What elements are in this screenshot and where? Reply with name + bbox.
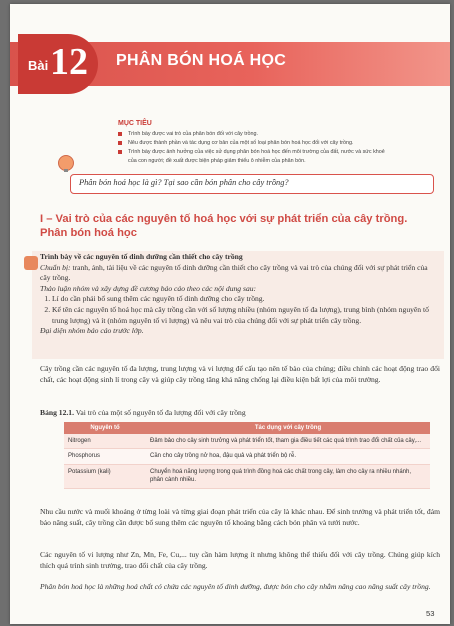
paragraph: Cây trồng cần các nguyên tố đa lượng, trung lượng và vi lượng để cấu tạo nên tế bào của chúng; điều chỉnh các hoạt động trao đổi chất, các hoạt động sinh lí trong cây và giúp cây trồng tăng khả năng chống lại điều kiện bất lợi của môi trường. xyxy=(40,364,440,384)
objective-item-continued: của con người; đề xuất được biện pháp giảm thiểu ô nhiễm của phân bón. xyxy=(128,158,306,164)
objectives-heading: MỤC TIÊU xyxy=(118,120,152,127)
activity-preparation: Chuẩn bị: tranh, ảnh, tài liệu về các nguyên tố dinh dưỡng cần thiết cho cây trồng và vai trò của chúng đối với sự phát triển của cây trồng. xyxy=(40,262,428,283)
activity-list xyxy=(40,294,436,326)
table-row xyxy=(64,464,430,488)
table-cell: Nitrogen xyxy=(64,434,146,449)
activity-tab-icon xyxy=(24,256,38,270)
lesson-title: PHÂN BÓN HOÁ HỌC xyxy=(116,52,287,69)
objective-item: Trình bày được ảnh hưởng của việc sử dụng phân bón hoá học đến môi trường của đất, nước và sức khoẻ xyxy=(118,148,418,157)
column-header: Nguyên tố xyxy=(64,422,146,434)
column-header: Tác dụng với cây trồng xyxy=(146,422,430,434)
activity-title: Trình bày về các nguyên tố dinh dưỡng cần thiết cho cây trồng xyxy=(40,252,243,261)
objective-item: Trình bày được vai trò của phân bón đối với cây trồng. xyxy=(118,130,418,139)
paragraph: Nhu cầu nước và muối khoáng ở từng loài và từng giai đoạn phát triển của cây là khác nhau. Để sinh trưởng và phát triển tốt, đảm bảo năng suất, cây trồng cần được bổ sung thêm các nguyên tố khoáng bằng cách bón phân và tưới nước. xyxy=(40,507,440,527)
lightbulb-icon xyxy=(58,155,74,171)
bullet-icon xyxy=(118,141,122,145)
question-box xyxy=(70,174,434,194)
table-cell: Phosphorus xyxy=(64,449,146,464)
table-cell: Cần cho cây trồng nở hoa, đậu quả và phát triển bộ rễ. xyxy=(146,449,430,464)
definition: Phân bón hoá học là những hoá chất có chứa các nguyên tố dinh dưỡng, được bón cho cây nhằm nâng cao năng suất cây trồng. xyxy=(40,582,431,591)
paragraph: Các nguyên tố vi lượng như Zn, Mn, Fe, Cu,... tuy cần hàm lượng ít nhưng không thể thiếu đối với cây trồng. Chúng giúp kích thích quá trình sinh trưởng, trao đổi chất của cây trồng. xyxy=(40,550,440,570)
bullet-icon xyxy=(118,132,122,136)
activity-item: 1. Lí do cần phải bổ sung thêm các nguyên tố dinh dưỡng cho cây trồng. xyxy=(52,294,436,305)
table-cell: Đảm bảo cho cây sinh trưởng và phát triển tốt, tham gia điều tiết các quá trình trao đổi chất của cây,... xyxy=(146,434,430,449)
activity-item: 2. Kể tên các nguyên tố hoá học mà cây trồng cần với số lượng nhiều (nhóm nguyên tố đa lượng), trung bình (nhóm nguyên tố trung lượng) và ít (nhóm nguyên tố vi lượng) và nêu vai trò của chúng đối với sự phát triển cây trồng. xyxy=(52,305,436,326)
opening-question: Phân bón hoá học là gì? Tại sao cần bón phân cho cây trồng? xyxy=(79,178,289,187)
activity-discussion: Thảo luận nhóm và xây dựng đề cương báo cáo theo các nội dung sau: xyxy=(40,283,257,293)
lesson-number: 12 xyxy=(50,41,88,83)
table-cell: Potassium (kali) xyxy=(64,464,146,488)
objectives-list xyxy=(118,130,418,166)
activity-footer: Đại diện nhóm báo cáo trước lớp. xyxy=(40,326,144,336)
bullet-icon xyxy=(118,150,122,154)
lesson-badge xyxy=(18,34,98,94)
textbook-page xyxy=(10,4,450,624)
table-caption: Bảng 12.1. Vai trò của một số nguyên tố đa lượng đối với cây trồng xyxy=(40,408,246,417)
objective-item: Nêu được thành phần và tác dụng cơ bản của một số loại phân bón hoá học đối với cây trồng. xyxy=(118,139,418,148)
table-row xyxy=(64,434,430,449)
activity-box xyxy=(40,252,436,337)
table-cell: Chuyển hoá năng lượng trong quá trình đồng hoá các chất trong cây, làm cho cây ra nhiều nhánh, phân cành nhiều. xyxy=(146,464,430,488)
page-number: 53 xyxy=(426,609,435,618)
table-row xyxy=(64,449,430,464)
table-header-row xyxy=(64,422,430,434)
lesson-word: Bài xyxy=(28,58,49,73)
nutrient-table xyxy=(64,422,430,489)
section-heading: I – Vai trò của các nguyên tố hoá học với sự phát triển của cây trồng. Phân bón hoá học xyxy=(40,213,408,239)
